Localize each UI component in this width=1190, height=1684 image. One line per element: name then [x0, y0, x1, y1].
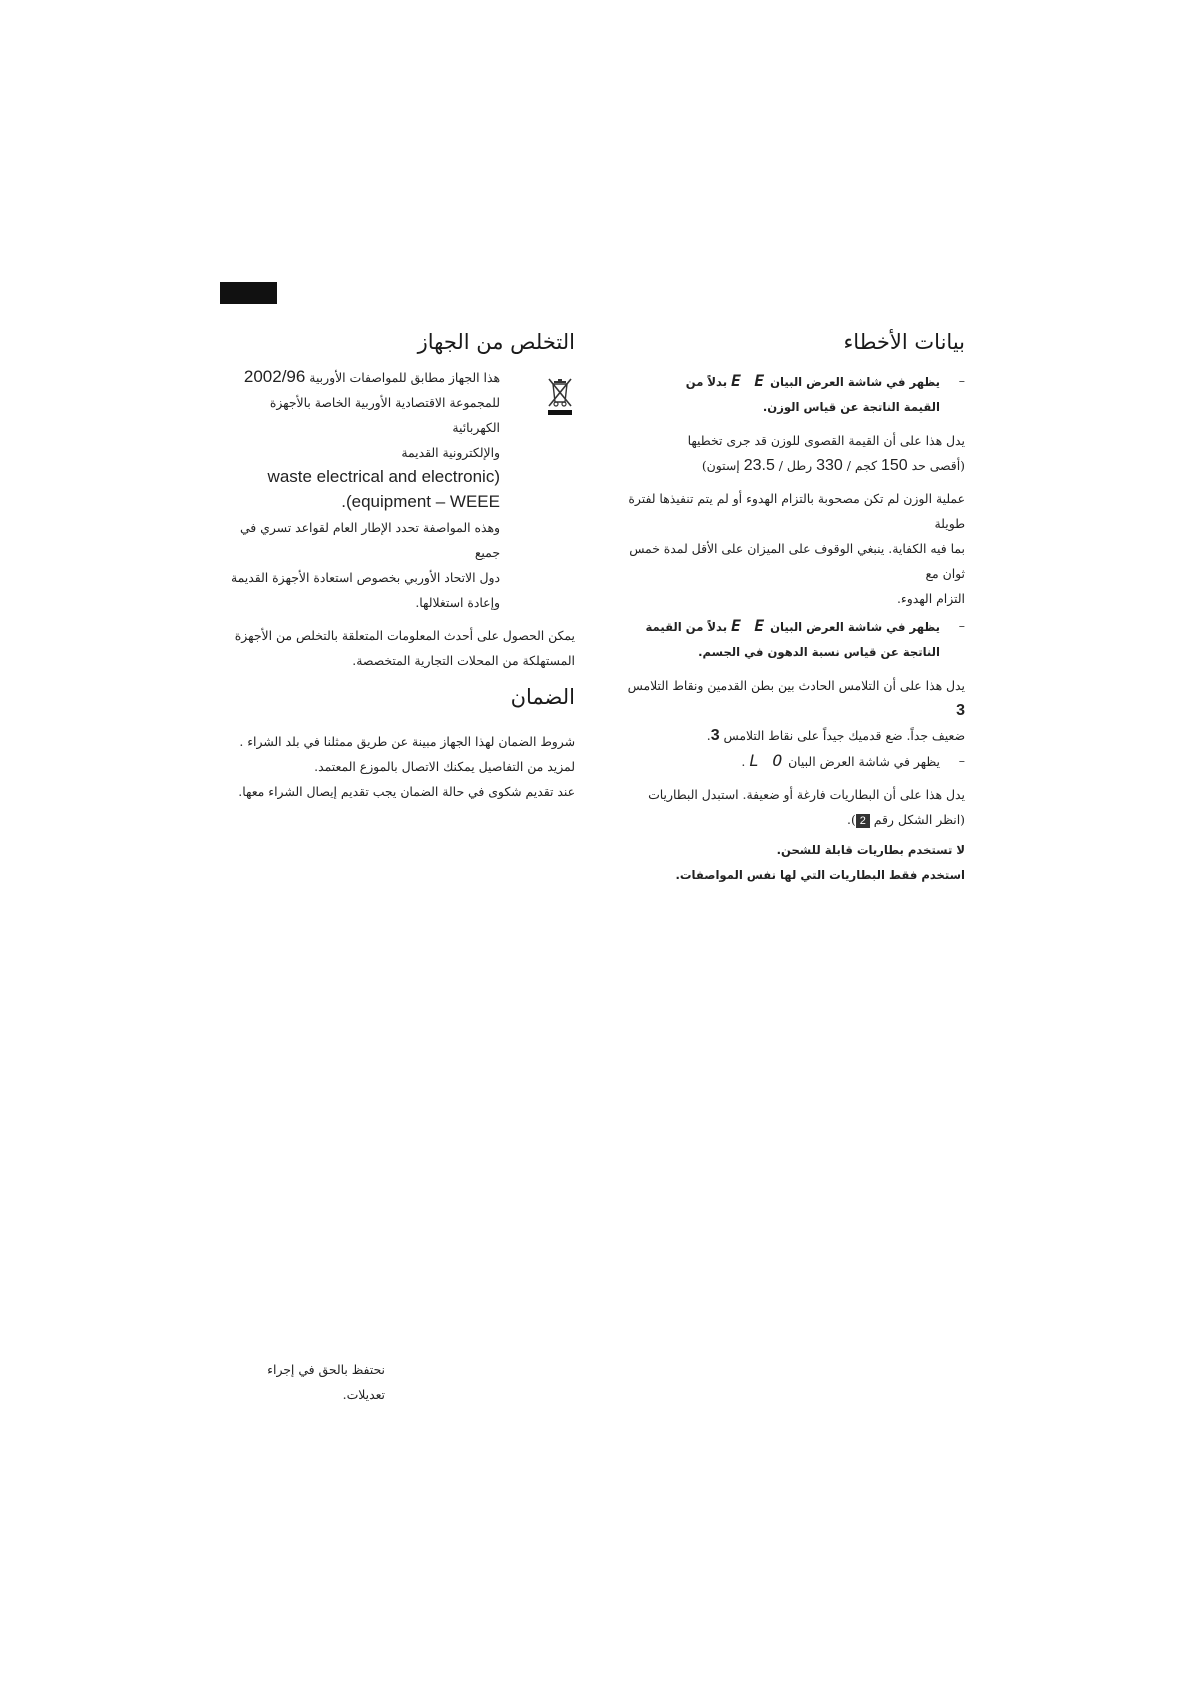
disposal-line3: والإلكترونية القديمة: [401, 445, 500, 460]
warning-rechargeable: لا تستخدم بطاريات قابلة للشحن.: [776, 843, 965, 857]
disposal-line1: هذا الجهاز مطابق للمواصفات الأوربية 2002/96: [243, 367, 500, 386]
warranty-line2: لمزيد من التفاصيل يمكنك الاتصال بالموزع المعتمد.: [314, 759, 575, 774]
errors-p2-line1: عملية الوزن لم تكن مصحوبة بالتزام الهدوء أو لم يتم تنفيذها لفترة طويلة: [628, 491, 965, 531]
errors-p4-line1: يدل هذا على أن البطاريات فارغة أو ضعيفة. استبدل البطاريات: [648, 787, 965, 802]
warranty-title: الضمان: [510, 685, 575, 709]
errors-section: [620, 330, 965, 888]
error-item-lo: [620, 748, 965, 774]
disposal-line8: المستهلكة من المحلات التجارية المتخصصة.: [352, 653, 575, 668]
error-item-lo-line1: يظهر في شاشة العرض البيان L O .: [620, 748, 940, 774]
disposal-weee-line2: .(equipment – WEEE: [341, 492, 500, 511]
warning-same-spec: استخدم فقط البطاريات التي لها نفس المواصفات.: [675, 868, 965, 882]
list-dash: –: [958, 373, 965, 388]
error-item-ee-fat-line1: يظهر في شاشة العرض البيان E E بدلاً من القيمة: [620, 613, 940, 640]
warranty-line3: عند تقديم شكوى في حالة الضمان يجب تقديم إيصال الشراء معها.: [238, 784, 575, 799]
error-item-ee-fat: [620, 613, 965, 665]
errors-p4-line2: (انظر الشكل رقم 2).: [847, 812, 965, 827]
errors-p2-line2: بما فيه الكفاية. ينبغي الوقوف على الميزان على الأقل لمدة خمس ثوان مع: [629, 541, 965, 581]
figure-number-badge: 2: [856, 814, 870, 828]
errors-p2-line3: التزام الهدوء.: [896, 591, 965, 606]
lcd-code-ee: E E: [731, 371, 767, 390]
errors-p1-line1: يدل هذا على أن القيمة القصوى للوزن قد جرى تخطيها: [687, 433, 965, 448]
lcd-code-ee: E E: [731, 616, 767, 635]
disposal-line5: دول الاتحاد الأوربي بخصوص استعادة الأجهزة القديمة: [231, 570, 500, 585]
errors-p3-line1: يدل هذا على أن التلامس الحادث بين بطن القدمين ونقاط التلامس 3: [627, 678, 965, 719]
disposal-line7: يمكن الحصول على أحدث المعلومات المتعلقة بالتخلص من الأجهزة: [234, 628, 575, 643]
list-dash: –: [958, 618, 965, 633]
footer-note: [225, 1357, 385, 1407]
error-item-ee-weight: [620, 368, 965, 420]
black-tab-marker: [220, 282, 277, 304]
disposal-weee-line1: waste electrical and electronic): [267, 467, 500, 486]
warranty-line1: شروط الضمان لهذا الجهاز مبينة عن طريق ممثلنا في بلد الشراء .: [239, 734, 575, 749]
error-item-ee-fat-line2: الناتجة عن قياس نسبة الدهون في الجسم.: [698, 645, 940, 659]
errors-p3-line2: ضعيف جداً. ضع قدميك جيداً على نقاط التلامس 3.: [706, 727, 965, 744]
footer-note-text: نحتفظ بالحق في إجراء تعديلات.: [267, 1362, 385, 1402]
disposal-line4: وهذه المواصفة تحدد الإطار العام لقواعد تسري في جميع: [239, 520, 500, 560]
disposal-warranty-section: [225, 330, 575, 804]
errors-p1-line2: (أقصى حد 150 كجم / 330 رطل / 23.5 إستون): [701, 457, 965, 474]
disposal-line2: للمجموعة الاقتصادية الأوربية الخاصة بالأجهزة الكهربائية: [269, 395, 500, 435]
list-dash: –: [958, 753, 965, 768]
disposal-title: التخلص من الجهاز: [417, 330, 575, 354]
error-item-ee-weight-line1: يظهر في شاشة العرض البيان E E بدلاً من: [620, 368, 940, 395]
lcd-code-lo: L O: [749, 751, 785, 770]
errors-title: بيانات الأخطاء: [843, 330, 965, 354]
error-item-ee-weight-line2: القيمة الناتجة عن قياس الوزن.: [762, 400, 940, 414]
disposal-line6: وإعادة استغلالها.: [415, 595, 500, 610]
